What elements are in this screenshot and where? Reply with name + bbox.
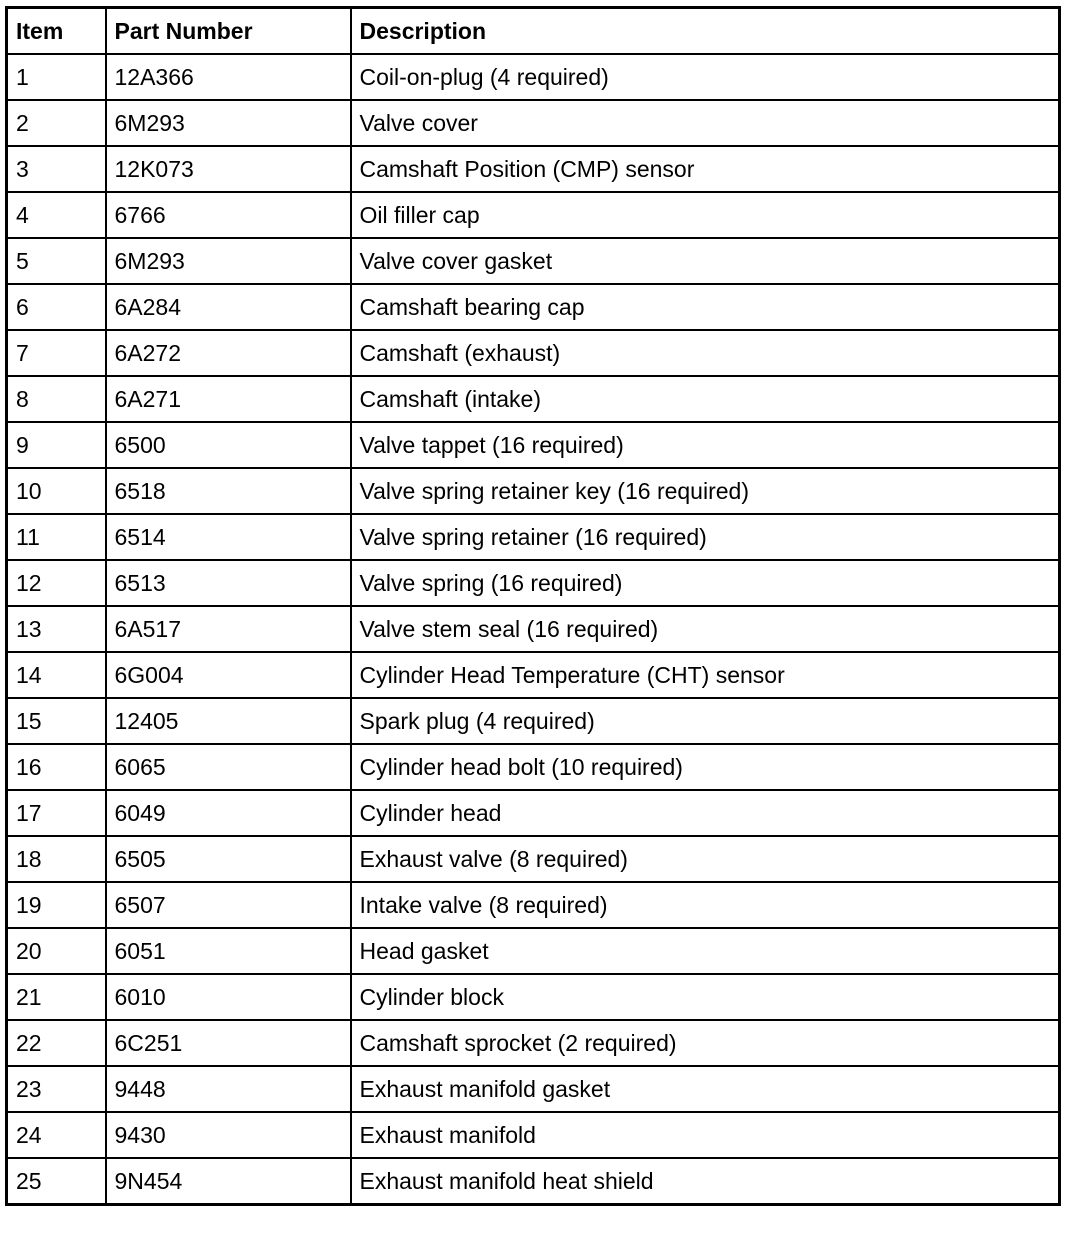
description-cell: Valve stem seal (16 required) [351, 606, 1060, 652]
item-cell: 14 [7, 652, 106, 698]
part-number-cell: 6513 [106, 560, 351, 606]
table-row [7, 330, 1060, 376]
item-cell: 21 [7, 974, 106, 1020]
table-row [7, 146, 1060, 192]
item-cell: 20 [7, 928, 106, 974]
table-header [7, 8, 1060, 55]
description-cell: Valve cover gasket [351, 238, 1060, 284]
item-cell: 23 [7, 1066, 106, 1112]
item-cell: 11 [7, 514, 106, 560]
part-number-cell: 6M293 [106, 100, 351, 146]
item-cell: 22 [7, 1020, 106, 1066]
part-number-cell: 6A284 [106, 284, 351, 330]
part-number-cell: 6766 [106, 192, 351, 238]
description-cell: Head gasket [351, 928, 1060, 974]
table-row [7, 836, 1060, 882]
description-cell: Camshaft (exhaust) [351, 330, 1060, 376]
table-row [7, 284, 1060, 330]
table-row [7, 1066, 1060, 1112]
part-number-cell: 6518 [106, 468, 351, 514]
table-row [7, 974, 1060, 1020]
part-number-cell: 6A272 [106, 330, 351, 376]
table-row [7, 790, 1060, 836]
table-row [7, 514, 1060, 560]
description-cell: Exhaust manifold gasket [351, 1066, 1060, 1112]
table-row [7, 882, 1060, 928]
table-row [7, 468, 1060, 514]
table-row [7, 54, 1060, 100]
table-row [7, 744, 1060, 790]
part-number-cell: 6A271 [106, 376, 351, 422]
table-row [7, 928, 1060, 974]
header-row [7, 8, 1060, 55]
part-number-cell: 9430 [106, 1112, 351, 1158]
table-row [7, 422, 1060, 468]
description-cell: Exhaust manifold [351, 1112, 1060, 1158]
item-cell: 7 [7, 330, 106, 376]
table-row [7, 1112, 1060, 1158]
table-row [7, 698, 1060, 744]
item-cell: 13 [7, 606, 106, 652]
table-row [7, 1158, 1060, 1205]
part-number-cell: 6C251 [106, 1020, 351, 1066]
item-cell: 24 [7, 1112, 106, 1158]
table-row [7, 192, 1060, 238]
part-number-cell: 6G004 [106, 652, 351, 698]
item-cell: 3 [7, 146, 106, 192]
part-number-cell: 6514 [106, 514, 351, 560]
header-description: Description [351, 8, 1060, 55]
part-number-cell: 6505 [106, 836, 351, 882]
item-cell: 9 [7, 422, 106, 468]
table-row [7, 100, 1060, 146]
description-cell: Camshaft bearing cap [351, 284, 1060, 330]
part-number-cell: 6010 [106, 974, 351, 1020]
table-row [7, 560, 1060, 606]
description-cell: Exhaust valve (8 required) [351, 836, 1060, 882]
description-cell: Camshaft (intake) [351, 376, 1060, 422]
description-cell: Valve spring retainer (16 required) [351, 514, 1060, 560]
item-cell: 5 [7, 238, 106, 284]
header-part-number: Part Number [106, 8, 351, 55]
item-cell: 8 [7, 376, 106, 422]
table-body [7, 54, 1060, 1205]
description-cell: Intake valve (8 required) [351, 882, 1060, 928]
item-cell: 25 [7, 1158, 106, 1205]
description-cell: Cylinder block [351, 974, 1060, 1020]
description-cell: Valve spring (16 required) [351, 560, 1060, 606]
item-cell: 18 [7, 836, 106, 882]
item-cell: 19 [7, 882, 106, 928]
description-cell: Oil filler cap [351, 192, 1060, 238]
table-row [7, 376, 1060, 422]
part-number-cell: 12405 [106, 698, 351, 744]
parts-table [5, 6, 1061, 1206]
description-cell: Valve spring retainer key (16 required) [351, 468, 1060, 514]
item-cell: 12 [7, 560, 106, 606]
description-cell: Valve tappet (16 required) [351, 422, 1060, 468]
item-cell: 15 [7, 698, 106, 744]
item-cell: 16 [7, 744, 106, 790]
item-cell: 2 [7, 100, 106, 146]
part-number-cell: 9448 [106, 1066, 351, 1112]
item-cell: 6 [7, 284, 106, 330]
description-cell: Spark plug (4 required) [351, 698, 1060, 744]
description-cell: Cylinder Head Temperature (CHT) sensor [351, 652, 1060, 698]
description-cell: Exhaust manifold heat shield [351, 1158, 1060, 1205]
description-cell: Cylinder head [351, 790, 1060, 836]
part-number-cell: 12K073 [106, 146, 351, 192]
part-number-cell: 9N454 [106, 1158, 351, 1205]
part-number-cell: 6500 [106, 422, 351, 468]
header-item: Item [7, 8, 106, 55]
description-cell: Cylinder head bolt (10 required) [351, 744, 1060, 790]
item-cell: 4 [7, 192, 106, 238]
description-cell: Coil-on-plug (4 required) [351, 54, 1060, 100]
description-cell: Camshaft sprocket (2 required) [351, 1020, 1060, 1066]
table-row [7, 606, 1060, 652]
part-number-cell: 6507 [106, 882, 351, 928]
part-number-cell: 12A366 [106, 54, 351, 100]
part-number-cell: 6M293 [106, 238, 351, 284]
table-row [7, 1020, 1060, 1066]
item-cell: 1 [7, 54, 106, 100]
item-cell: 17 [7, 790, 106, 836]
item-cell: 10 [7, 468, 106, 514]
part-number-cell: 6065 [106, 744, 351, 790]
part-number-cell: 6049 [106, 790, 351, 836]
description-cell: Camshaft Position (CMP) sensor [351, 146, 1060, 192]
table-row [7, 238, 1060, 284]
part-number-cell: 6A517 [106, 606, 351, 652]
table-row [7, 652, 1060, 698]
description-cell: Valve cover [351, 100, 1060, 146]
part-number-cell: 6051 [106, 928, 351, 974]
